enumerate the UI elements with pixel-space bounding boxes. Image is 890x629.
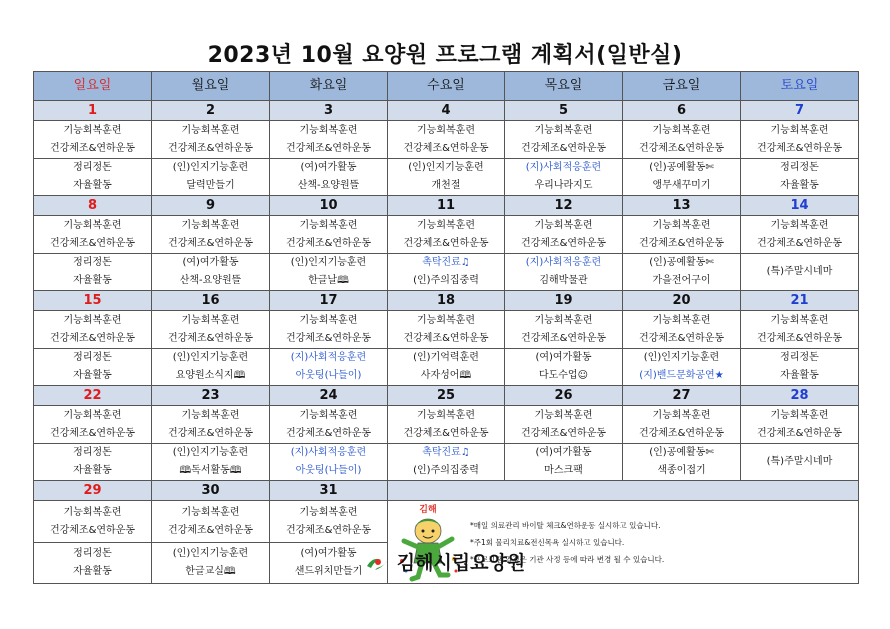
program-line: 건강체조&연하운동	[167, 524, 254, 536]
date-number: 19	[554, 292, 573, 308]
date-cell	[388, 101, 505, 121]
program-cell	[34, 311, 152, 349]
program-row	[34, 159, 859, 196]
program-line: 정리정돈	[73, 548, 112, 560]
program-line: 앵무새꾸미기	[652, 180, 711, 191]
program-line: 산책-요양원뜰	[297, 180, 360, 191]
program-cell	[152, 406, 270, 444]
program-cell	[34, 216, 152, 254]
program-line: 건강체조&연하운동	[756, 332, 843, 344]
program-cell	[741, 254, 859, 291]
empty-date-cell	[388, 481, 859, 501]
program-line: 건강체조&연하운동	[167, 142, 254, 154]
date-cell	[270, 291, 388, 311]
program-cell	[270, 406, 388, 444]
date-cell	[741, 386, 859, 406]
date-cell	[741, 291, 859, 311]
program-line: 기능회복훈련	[652, 409, 711, 421]
program-line: 건강체조&연하운동	[520, 427, 607, 439]
weekday-header-row	[34, 72, 859, 101]
program-line: 기능회복훈련	[299, 314, 358, 326]
program-cell	[741, 444, 859, 481]
date-number: 24	[319, 387, 338, 403]
program-line: 촉탁진료♫	[422, 447, 470, 458]
footer-org-name: 김해시립요양원	[396, 552, 526, 574]
date-number: 1	[87, 102, 98, 118]
program-cell	[270, 501, 388, 543]
program-line: 정리정돈	[73, 162, 112, 173]
program-cell	[741, 159, 859, 196]
program-cell	[741, 349, 859, 386]
date-cell	[388, 386, 505, 406]
program-cell	[34, 501, 152, 543]
program-line: 요양원소식지🕮	[175, 370, 246, 381]
program-line: 산책-요양원뜰	[179, 275, 242, 286]
date-number: 17	[319, 292, 338, 308]
date-number: 28	[790, 387, 809, 403]
program-line: (인)공예활동✄	[649, 257, 714, 268]
program-cell	[505, 254, 623, 291]
date-number: 8	[87, 197, 98, 213]
program-line: 기능회복훈련	[299, 409, 358, 421]
date-cell	[152, 386, 270, 406]
date-cell	[623, 291, 741, 311]
program-row	[34, 349, 859, 386]
program-line: 건강체조&연하운동	[285, 142, 372, 154]
program-line: 건강체조&연하운동	[285, 524, 372, 536]
weekday-label: 목요일	[544, 78, 583, 93]
program-cell	[34, 159, 152, 196]
program-cell	[152, 216, 270, 254]
program-calendar	[33, 71, 859, 584]
date-cell	[741, 101, 859, 121]
weekday-label: 일요일	[73, 78, 112, 93]
date-number: 3	[323, 102, 334, 118]
program-cell	[388, 254, 505, 291]
program-cell	[741, 406, 859, 444]
weekday-header	[505, 72, 623, 101]
program-line: 기능회복훈련	[299, 124, 358, 136]
program-line: (인)주의집중력	[413, 465, 479, 476]
program-cell	[34, 254, 152, 291]
date-row	[34, 386, 859, 406]
program-cell	[388, 121, 505, 159]
date-cell	[34, 291, 152, 311]
date-cell	[505, 196, 623, 216]
program-line: 기능회복훈련	[417, 124, 475, 136]
program-cell	[152, 159, 270, 196]
date-number: 27	[672, 387, 691, 403]
weekday-label: 토요일	[780, 78, 819, 93]
program-line: 자율활동	[73, 275, 112, 286]
program-line: 기능회복훈련	[652, 124, 711, 136]
date-number: 14	[790, 197, 809, 213]
program-line: 샌드위치만들기	[294, 566, 363, 578]
program-line: (인)주의집중력	[413, 275, 479, 286]
weekday-header	[388, 72, 505, 101]
program-line: 기능회복훈련	[770, 219, 829, 231]
date-cell	[623, 101, 741, 121]
program-line: 자율활동	[73, 370, 112, 381]
date-number: 13	[672, 197, 691, 213]
date-cell	[505, 291, 623, 311]
program-line: 기능회복훈련	[534, 409, 593, 421]
program-cell	[270, 444, 388, 481]
program-line: (인)기억력훈련	[413, 352, 479, 363]
program-line: 건강체조&연하운동	[638, 142, 725, 154]
date-cell	[270, 386, 388, 406]
program-cell	[505, 406, 623, 444]
date-cell	[152, 291, 270, 311]
date-cell	[270, 481, 388, 501]
program-line: (지)사회적응훈련	[525, 257, 602, 268]
program-line: 김해박물관	[539, 275, 588, 286]
program-cell	[152, 501, 270, 543]
program-line: (인)인지기능훈련	[290, 257, 367, 268]
date-cell	[505, 386, 623, 406]
date-cell	[152, 101, 270, 121]
program-line: 기능회복훈련	[63, 314, 122, 326]
program-line: 🕮독서활동🕮	[179, 465, 242, 476]
program-line: 건강체조&연하운동	[49, 427, 136, 439]
program-cell	[505, 311, 623, 349]
date-row	[34, 101, 859, 121]
program-cell	[741, 311, 859, 349]
program-line: 우리나라지도	[534, 180, 593, 191]
program-row	[34, 254, 859, 291]
program-line: 달력만들기	[186, 180, 235, 191]
date-number: 21	[790, 292, 809, 308]
date-number: 20	[672, 292, 691, 308]
weekday-label: 화요일	[309, 78, 348, 93]
program-line: 건강체조&연하운동	[638, 332, 725, 344]
program-line: 자율활동	[73, 566, 112, 578]
program-cell	[34, 121, 152, 159]
program-line: (여)여가활동	[300, 548, 357, 560]
program-line: 한글날🕮	[308, 275, 349, 286]
program-cell	[388, 444, 505, 481]
date-cell	[34, 386, 152, 406]
program-cell	[505, 159, 623, 196]
date-number: 11	[436, 197, 456, 213]
program-line: 기능회복훈련	[181, 409, 240, 421]
program-line: (특)주말시네마	[766, 266, 833, 277]
date-cell	[270, 101, 388, 121]
weekday-label: 월요일	[191, 78, 230, 93]
date-number: 5	[558, 102, 569, 118]
program-line: 건강체조&연하운동	[403, 332, 489, 344]
program-line: 기능회복훈련	[181, 219, 240, 231]
program-line: 정리정돈	[780, 352, 819, 363]
program-line: 기능회복훈련	[299, 506, 358, 518]
date-cell	[741, 196, 859, 216]
program-line: 건강체조&연하운동	[49, 332, 136, 344]
gimhae-logo-icon	[365, 552, 391, 572]
program-row	[34, 444, 859, 481]
program-line: (여)여가활동	[535, 352, 592, 363]
date-row	[34, 291, 859, 311]
weekday-header	[152, 72, 270, 101]
program-line: 정리정돈	[73, 257, 112, 268]
date-cell	[388, 196, 505, 216]
program-line: 촉탁진료♫	[422, 257, 470, 268]
program-line: 다도수업☺	[538, 370, 589, 381]
date-cell	[388, 291, 505, 311]
note-item: *주1회 물리치료&전신목욕 실시하고 있습니다.	[470, 537, 625, 547]
date-cell	[623, 196, 741, 216]
program-line: 건강체조&연하운동	[403, 427, 489, 439]
program-row	[34, 406, 859, 444]
program-line: 정리정돈	[73, 447, 112, 458]
program-cell	[505, 216, 623, 254]
program-cell	[270, 216, 388, 254]
program-line: (인)인지기능훈련	[643, 352, 720, 363]
page-title: 2023년 10월 요양원 프로그램 계획서(일반실)	[207, 43, 683, 68]
program-row	[34, 216, 859, 254]
program-cell	[505, 349, 623, 386]
program-line: 건강체조&연하운동	[756, 237, 843, 249]
program-cell	[34, 444, 152, 481]
date-cell	[34, 481, 152, 501]
program-line: 건강체조&연하운동	[167, 237, 254, 249]
date-number: 15	[83, 292, 102, 308]
program-line: (지)사회적응훈련	[290, 447, 367, 458]
date-cell	[270, 196, 388, 216]
program-cell	[270, 311, 388, 349]
program-cell	[270, 254, 388, 291]
date-number: 31	[319, 482, 338, 498]
date-number: 22	[83, 387, 102, 403]
program-cell	[34, 349, 152, 386]
program-cell	[623, 254, 741, 291]
date-cell	[34, 196, 152, 216]
program-cell	[623, 159, 741, 196]
program-line: 건강체조&연하운동	[520, 332, 607, 344]
date-number: 4	[441, 102, 451, 118]
program-line: 건강체조&연하운동	[167, 332, 254, 344]
program-line: 기능회복훈련	[417, 219, 475, 231]
program-line: 자율활동	[780, 180, 819, 191]
program-cell	[623, 216, 741, 254]
program-line: 색종이접기	[657, 465, 706, 476]
date-cell	[505, 101, 623, 121]
program-line: 기능회복훈련	[652, 314, 711, 326]
date-number: 7	[794, 102, 805, 118]
program-line: 기능회복훈련	[63, 124, 122, 136]
program-line: 개천절	[431, 180, 461, 191]
program-line: (지)사회적응훈련	[290, 352, 367, 363]
svg-text:김해: 김해	[419, 505, 437, 515]
date-cell	[623, 386, 741, 406]
date-number: 16	[201, 292, 220, 308]
program-line: 기능회복훈련	[63, 219, 122, 231]
program-cell	[34, 406, 152, 444]
program-line: 가을전어구이	[652, 275, 711, 286]
program-cell	[741, 121, 859, 159]
program-cell	[623, 311, 741, 349]
date-number: 25	[436, 387, 456, 403]
note-item: *프로그램 일정은 기관 사정 등에 따라 변경 될 수 있습니다.	[470, 554, 665, 564]
program-line: 기능회복훈련	[770, 314, 829, 326]
program-line: (인)인지기능훈련	[172, 548, 249, 560]
program-line: (여)여가활동	[182, 257, 239, 268]
program-cell	[388, 406, 505, 444]
note-item: *매일 의료관리 바이탈 체크&연하운동 실시하고 있습니다.	[470, 520, 661, 530]
program-line: (인)인지기능훈련	[172, 352, 249, 363]
program-cell	[152, 254, 270, 291]
program-cell	[152, 311, 270, 349]
date-row	[34, 196, 859, 216]
program-line: 건강체조&연하운동	[285, 332, 372, 344]
program-line: 건강체조&연하운동	[756, 142, 843, 154]
date-cell	[34, 101, 152, 121]
program-line: 건강체조&연하운동	[285, 427, 372, 439]
program-line: 건강체조&연하운동	[49, 142, 136, 154]
program-cell	[152, 444, 270, 481]
program-line: 기능회복훈련	[534, 124, 593, 136]
program-line: 건강체조&연하운동	[49, 524, 136, 536]
date-number: 12	[554, 197, 573, 213]
program-line: 기능회복훈련	[534, 219, 593, 231]
program-line: 건강체조&연하운동	[285, 237, 372, 249]
program-line: (지)사회적응훈련	[525, 162, 602, 173]
program-line: 건강체조&연하운동	[638, 237, 725, 249]
program-line: 자율활동	[73, 180, 112, 191]
program-line: 기능회복훈련	[770, 409, 829, 421]
program-line: 기능회복훈련	[63, 506, 122, 518]
program-line: 기능회복훈련	[299, 219, 358, 231]
program-cell	[388, 311, 505, 349]
program-line: (특)주말시네마	[766, 456, 833, 467]
weekday-header	[270, 72, 388, 101]
program-cell	[623, 121, 741, 159]
program-row	[34, 311, 859, 349]
date-number: 30	[201, 482, 220, 498]
program-line: (인)인지기능훈련	[408, 162, 484, 173]
date-number: 29	[83, 482, 102, 498]
program-line: 기능회복훈련	[181, 124, 240, 136]
program-line: 건강체조&연하운동	[403, 237, 489, 249]
date-number: 10	[319, 197, 338, 213]
program-line: 기능회복훈련	[652, 219, 711, 231]
date-number: 2	[205, 102, 216, 118]
date-cell	[152, 196, 270, 216]
program-line: 아웃팅(나들이)	[295, 465, 362, 476]
date-number: 9	[205, 197, 216, 213]
program-cell	[505, 121, 623, 159]
program-cell	[388, 216, 505, 254]
program-line: 마스크팩	[544, 465, 583, 476]
program-line: 아웃팅(나들이)	[295, 370, 362, 381]
program-cell	[270, 159, 388, 196]
program-line: 자율활동	[780, 370, 819, 381]
weekday-label: 수요일	[427, 78, 465, 93]
program-line: 기능회복훈련	[534, 314, 593, 326]
program-row	[34, 121, 859, 159]
program-line: 건강체조&연하운동	[167, 427, 254, 439]
program-line: 건강체조&연하운동	[756, 427, 843, 439]
program-line: 기능회복훈련	[181, 506, 240, 518]
program-row	[34, 501, 859, 543]
date-cell	[152, 481, 270, 501]
date-number: 26	[554, 387, 573, 403]
date-number: 23	[201, 387, 220, 403]
program-line: 기능회복훈련	[63, 409, 122, 421]
footer-org	[0, 548, 890, 575]
program-line: 사자성어🕮	[420, 370, 472, 381]
program-line: (지)밴드문화공연★	[639, 370, 724, 381]
program-cell	[623, 406, 741, 444]
program-line: (여)여가활동	[300, 162, 357, 173]
program-cell	[623, 349, 741, 386]
program-line: 건강체조&연하운동	[638, 427, 725, 439]
program-line: (인)공예활동✄	[649, 447, 714, 458]
date-row	[34, 481, 859, 501]
weekday-header	[623, 72, 741, 101]
weekday-header	[34, 72, 152, 101]
program-line: 건강체조&연하운동	[403, 142, 489, 154]
program-line: (인)인지기능훈련	[172, 447, 249, 458]
weekday-label: 금요일	[662, 78, 701, 93]
program-line: (여)여가활동	[535, 447, 592, 458]
program-cell	[152, 121, 270, 159]
program-line: 기능회복훈련	[417, 314, 475, 326]
program-line: (인)인지기능훈련	[172, 162, 249, 173]
program-line: 기능회복훈련	[770, 124, 829, 136]
date-number: 18	[436, 292, 456, 308]
program-cell	[270, 349, 388, 386]
program-line: 건강체조&연하운동	[49, 237, 136, 249]
program-line: 건강체조&연하운동	[520, 237, 607, 249]
program-cell	[270, 121, 388, 159]
program-cell	[388, 159, 505, 196]
program-line: 정리정돈	[780, 162, 819, 173]
program-cell	[623, 444, 741, 481]
program-line: 정리정돈	[73, 352, 112, 363]
program-line: 기능회복훈련	[181, 314, 240, 326]
weekday-header	[741, 72, 859, 101]
program-cell	[505, 444, 623, 481]
program-line: 기능회복훈련	[417, 409, 475, 421]
program-line: 건강체조&연하운동	[520, 142, 607, 154]
date-number: 6	[676, 102, 687, 118]
program-cell	[741, 216, 859, 254]
program-line: (인)공예활동✄	[649, 162, 714, 173]
program-line: 자율활동	[73, 465, 112, 476]
program-cell	[388, 349, 505, 386]
program-line: 한글교실🕮	[185, 566, 236, 578]
program-cell	[152, 349, 270, 386]
